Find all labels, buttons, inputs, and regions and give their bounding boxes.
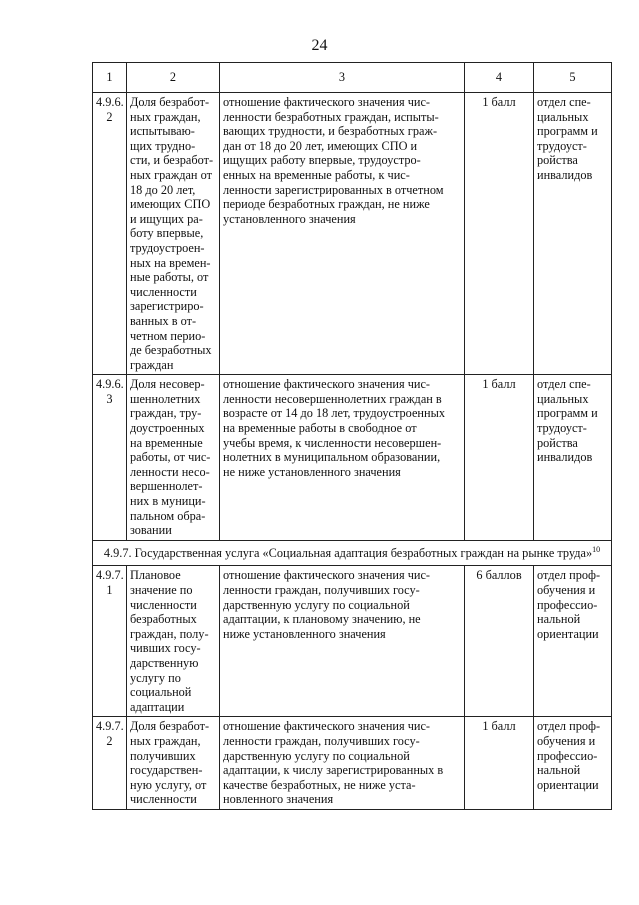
points-value: 1 балл (465, 717, 534, 810)
calculation-method: отношение фактического значения чис- ленности безработных граждан, испыты- вающих трудности, и безработных граж- дан от 18 до 20 лет, имеющих СПО и ищущих работу впервые, трудоустро- енных на временные работы, к чис- ленности зарегистрированных в отчетном периоде безработных граждан, не ниже установленного значения (220, 93, 465, 375)
table-row (93, 717, 612, 810)
footnote-marker: 10 (592, 544, 601, 554)
column-header: 3 (220, 63, 465, 93)
indicator-code: 4.9.7. 2 (93, 717, 127, 810)
column-header: 5 (534, 63, 612, 93)
points-value: 1 балл (465, 375, 534, 541)
indicator-code: 4.9.6. 2 (93, 93, 127, 375)
indicator-name: Доля безработ- ных граждан, испытываю- щих трудно- сти, и безработ- ных граждан от 18 до 20 лет, имеющих СПО и ищущих ра- боту впервые, трудоустроен- ных на времен- ные работы, от численности зарегистриро- ванных в от- четном перио- де безработных граждан (127, 93, 220, 375)
column-header: 2 (127, 63, 220, 93)
section-heading-row (93, 540, 612, 566)
indicator-name: Доля несовер- шеннолетних граждан, тру- доустроенных на временные работы, от чис- ленности несо- вершеннолет- них в муници- пальном обра- зовании (127, 375, 220, 541)
indicator-code: 4.9.6. 3 (93, 375, 127, 541)
indicator-name: Плановое значение по численности безработных граждан, полу- чивших госу- дарственную услугу по социальной адаптации (127, 566, 220, 717)
section-heading (93, 540, 612, 566)
indicator-name: Доля безработ- ных граждан, получивших государствен- ную услугу, от численности (127, 717, 220, 810)
responsible-department: отдел проф- обучения и профессио- нальной ориентации (534, 566, 612, 717)
points-value: 1 балл (465, 93, 534, 375)
responsible-department: отдел спе- циальных программ и трудоуст- ройства инвалидов (534, 93, 612, 375)
table-row (93, 93, 612, 375)
responsible-department: отдел спе- циальных программ и трудоуст- ройства инвалидов (534, 375, 612, 541)
points-value: 6 баллов (465, 566, 534, 717)
responsible-department: отдел проф- обучения и профессио- нальной ориентации (534, 717, 612, 810)
column-header: 1 (93, 63, 127, 93)
table-row (93, 375, 612, 541)
table-header-row (93, 63, 612, 93)
calculation-method: отношение фактического значения чис- ленности несовершеннолетних граждан в возрасте от 14 до 18 лет, трудоустроенных на временные работы в свободное от учебы время, к численности несовершен- нолетних в муниципальном образовании, не ниже установленного значения (220, 375, 465, 541)
column-header: 4 (465, 63, 534, 93)
indicator-code: 4.9.7. 1 (93, 566, 127, 717)
calculation-method: отношение фактического значения чис- ленности граждан, получивших госу- дарственную услугу по социальной адаптации, к числу зарегистрированных в качестве безработных, не ниже уста- новленного значения (220, 717, 465, 810)
section-title: 4.9.7. Государственная услуга «Социальная адаптация безработных граждан на рынке труда» (103, 545, 593, 560)
calculation-method: отношение фактического значения чис- ленности граждан, получивших госу- дарственную услугу по социальной адаптации, к плановому значению, не ниже установленного значения (220, 566, 465, 717)
table-row (93, 566, 612, 717)
criteria-table (92, 62, 612, 810)
page-number: 24 (311, 37, 328, 54)
